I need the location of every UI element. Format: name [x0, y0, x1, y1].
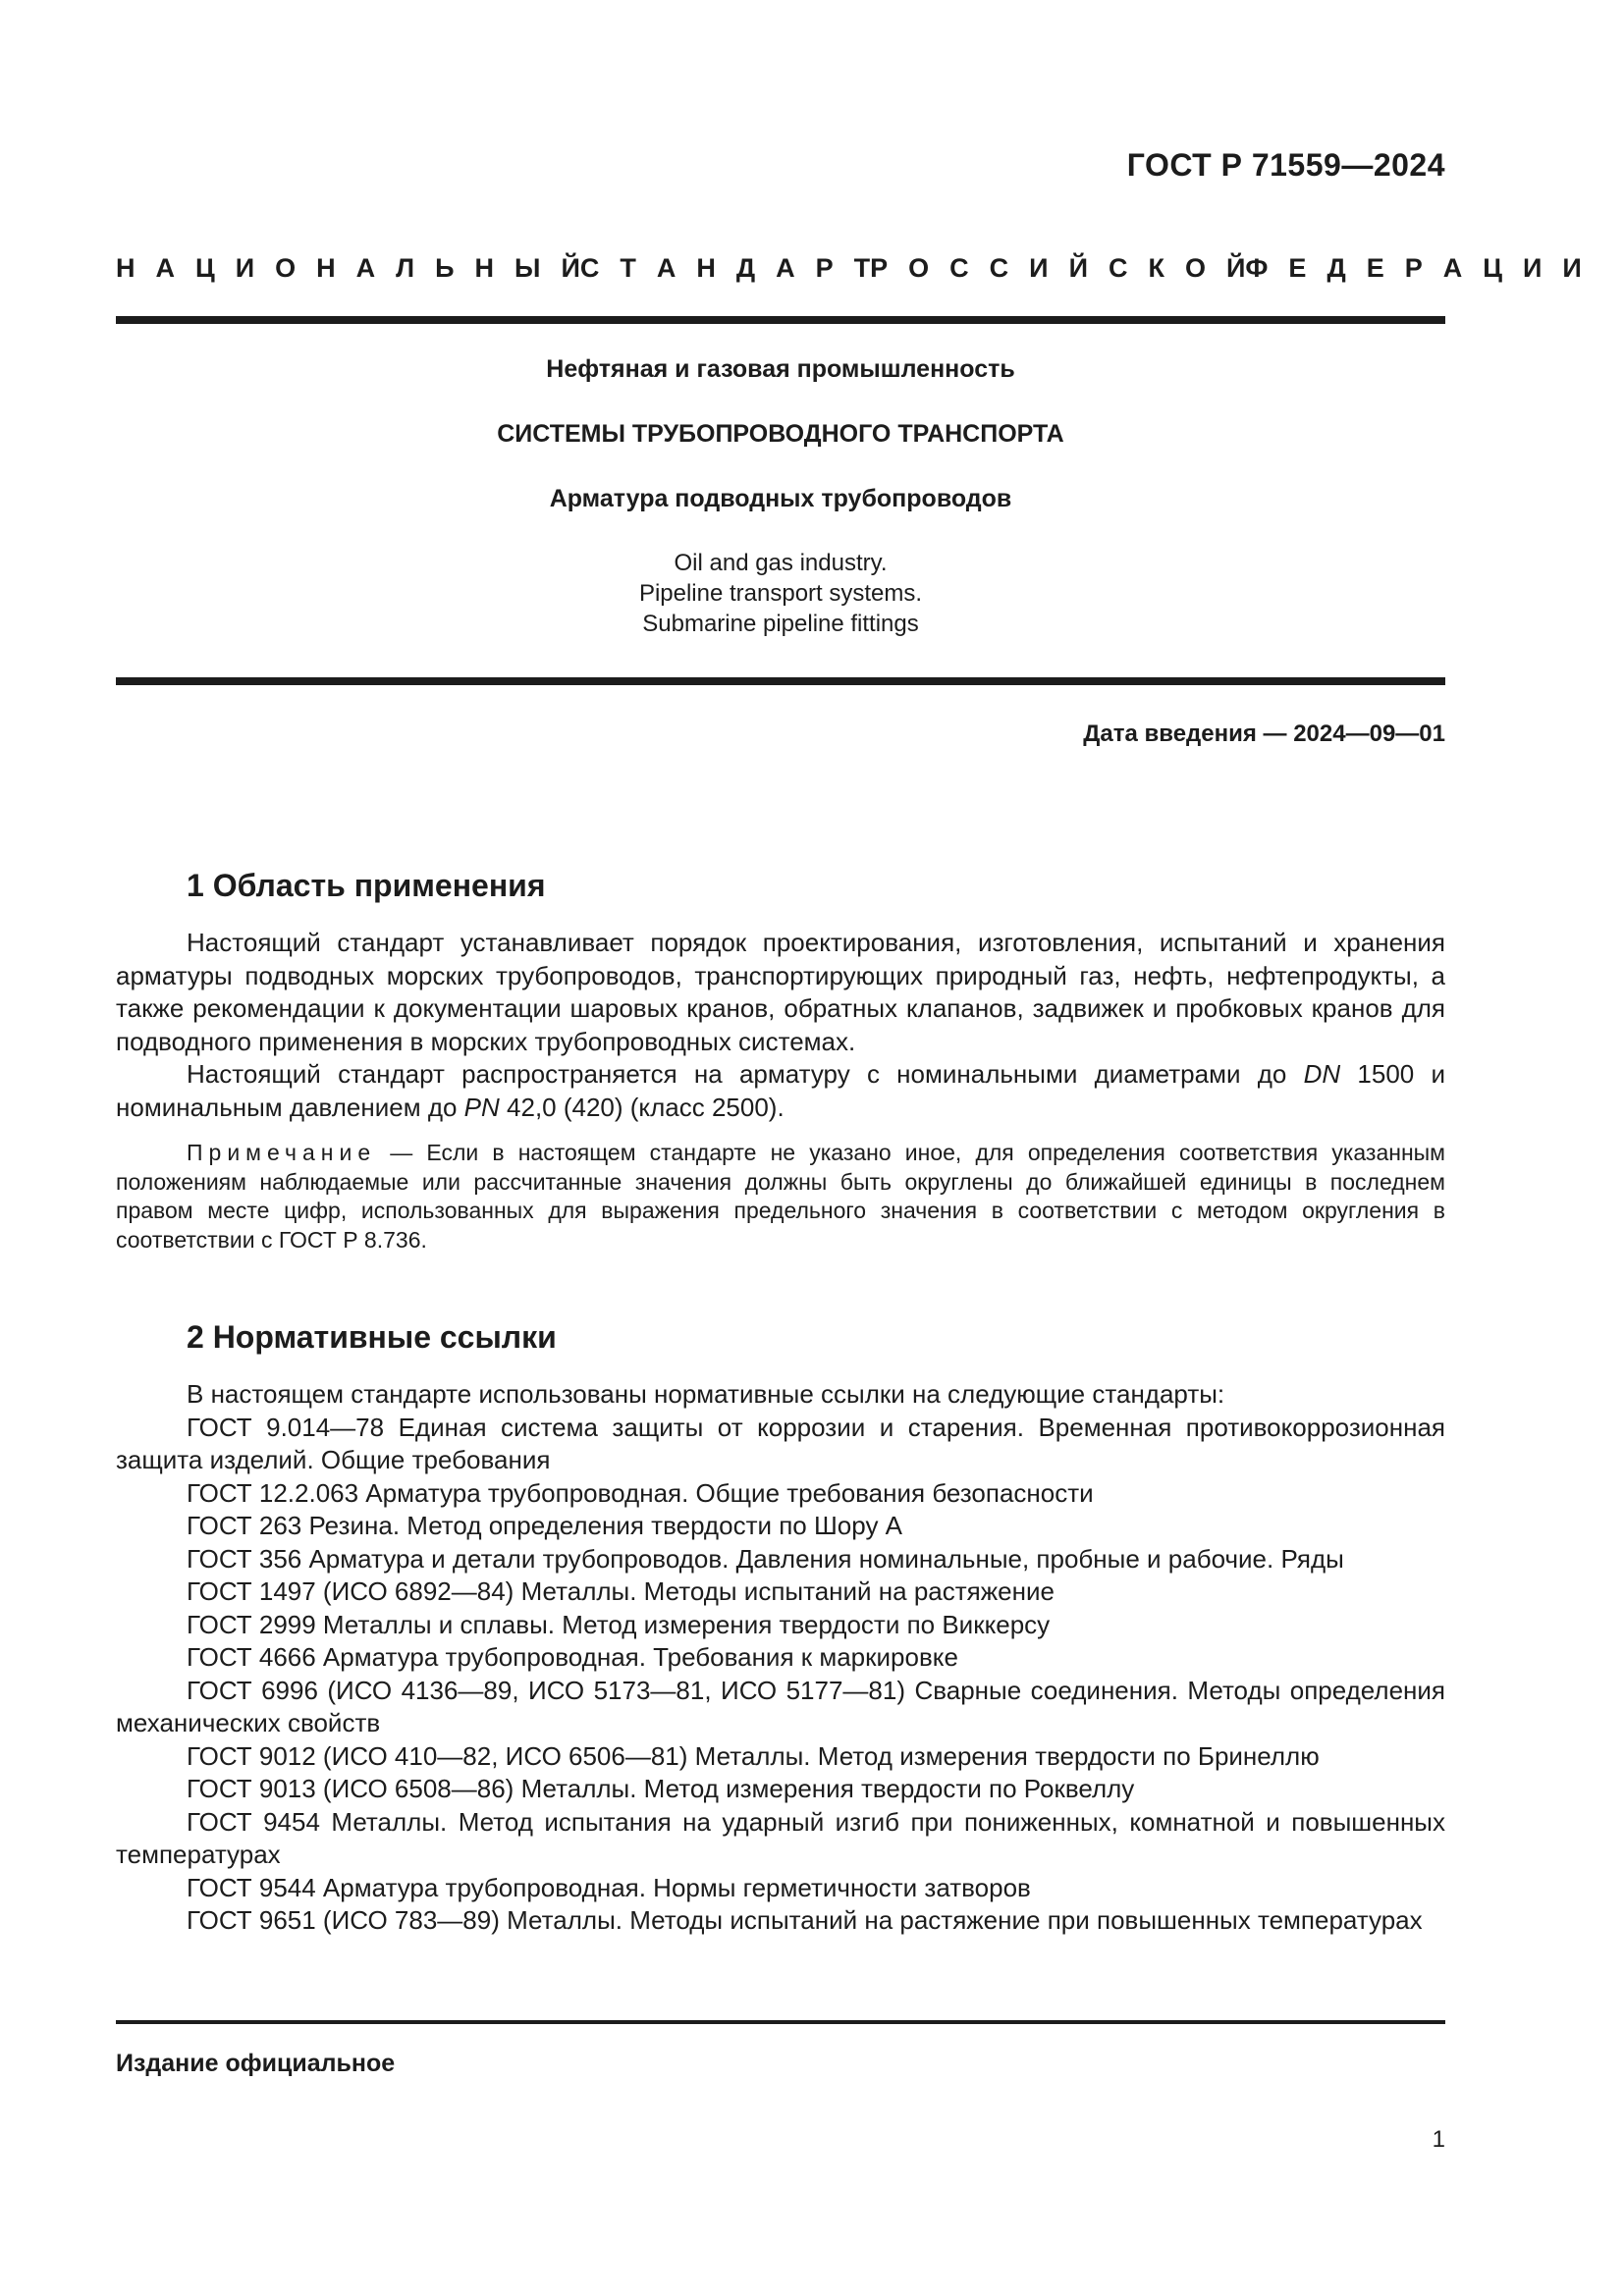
normative-references: [116, 1378, 1445, 1938]
reference-item: ГОСТ 9454 Металлы. Метод испытания на ударный изгиб при пониженных, комнатной и повышенных температурах: [116, 1806, 1445, 1869]
english-title-line: Oil and gas industry.: [674, 550, 888, 576]
edition-label: Издание официальное: [116, 2050, 396, 2077]
national-standard-word: Ф Е Д Е Р А Ц И И: [1245, 253, 1582, 283]
note-text: — Если в настоящем стандарте не указано иное, для определения соответствия указанным положениям наблюдаемые или рассчитанные значения должны быть округлены до ближайшей единицы в последнем правом месте цифр, использованных для выражения предельного значения в соответствии с методом округления в соответствии с ГОСТ Р 8.736.: [116, 1140, 1445, 1253]
reference-item: ГОСТ 9.014—78 Единая система защиты от коррозии и старения. Временная противокоррозионная защита изделий. Общие требования: [116, 1412, 1445, 1474]
industry-title: Нефтяная и газовая промышленность: [546, 355, 1015, 383]
dn-symbol: DN: [1303, 1059, 1341, 1089]
section-1-heading: 1 Область применения: [187, 868, 546, 903]
reference-list: [116, 1412, 1445, 1938]
english-title: [116, 548, 1445, 639]
references-intro: В настоящем стандарте использованы нормативные ссылки на следующие стандарты:: [187, 1379, 1225, 1409]
page-number: 1: [1432, 2126, 1445, 2153]
reference-item: ГОСТ 263 Резина. Метод определения твердости по Шору А: [187, 1511, 903, 1540]
header-divider: [116, 316, 1445, 324]
system-title: СИСТЕМЫ ТРУБОПРОВОДНОГО ТРАНСПОРТА: [497, 420, 1064, 448]
reference-item: ГОСТ 1497 (ИСО 6892—84) Металлы. Методы испытаний на растяжение: [187, 1576, 1055, 1606]
title-divider: [116, 677, 1445, 685]
national-standard-title: [116, 253, 1582, 284]
scope-text-part: 42,0 (420) (класс 2500).: [499, 1092, 785, 1122]
scope-text-part: 1500 и номинальным давлением до: [116, 1059, 1445, 1122]
scope-paragraph-1: Настоящий стандарт устанавливает порядок проектирования, изготовления, испытаний и хранения арматуры подводных морских трубопроводов, транспортирующих природный газ, нефть, нефтепродукты, а также рекомендации к документации шаровых кранов, обратных клапанов, задвижек и пробковых кранов для подводного применения в морских трубопроводных системах.: [116, 928, 1445, 1056]
note: [116, 1139, 1445, 1255]
national-standard-word: Р О С С И Й С К О Й: [870, 253, 1246, 283]
reference-item: ГОСТ 6996 (ИСО 4136—89, ИСО 5173—81, ИСО 5177—81) Сварные соединения. Методы определения механических свойств: [116, 1675, 1445, 1737]
section-2-heading: 2 Нормативные ссылки: [187, 1319, 557, 1355]
english-title-line: Submarine pipeline fittings: [642, 611, 919, 637]
scope-text-part: Настоящий стандарт распространяется на арматуру с номинальными диаметрами до: [187, 1059, 1304, 1089]
pn-symbol: PN: [463, 1092, 500, 1122]
scope-paragraph-2: [116, 1058, 1445, 1124]
scope-text: [116, 927, 1445, 1124]
national-standard-word: С Т А Н Д А Р Т: [579, 253, 871, 283]
reference-item: ГОСТ 9012 (ИСО 410—82, ИСО 6506—81) Металлы. Метод измерения твердости по Бринеллю: [187, 1740, 1320, 1771]
reference-item: ГОСТ 9013 (ИСО 6508—86) Металлы. Метод измерения твердости по Роквеллу: [187, 1774, 1135, 1803]
subject-title: Арматура подводных трубопроводов: [549, 485, 1012, 512]
note-label: Примечание: [187, 1140, 377, 1165]
introduction-date: Дата введения — 2024—09—01: [1083, 721, 1445, 747]
reference-item: ГОСТ 2999 Металлы и сплавы. Метод измерения твердости по Виккерсу: [187, 1609, 1051, 1639]
english-title-line: Pipeline transport systems.: [638, 580, 923, 607]
reference-item: ГОСТ 12.2.063 Арматура трубопроводная. Общие требования безопасности: [187, 1477, 1094, 1508]
national-standard-word: Н А Ц И О Н А Л Ь Н Ы Й: [116, 253, 580, 283]
footer-divider: [116, 2020, 1445, 2024]
document-number: ГОСТ Р 71559—2024: [1126, 147, 1445, 183]
reference-item: ГОСТ 4666 Арматура трубопроводная. Требования к маркировке: [187, 1642, 958, 1672]
reference-item: ГОСТ 9544 Арматура трубопроводная. Нормы герметичности затворов: [187, 1872, 1031, 1902]
reference-item: ГОСТ 356 Арматура и детали трубопроводов. Давления номинальные, пробные и рабочие. Ряды: [187, 1543, 1344, 1574]
reference-item: ГОСТ 9651 (ИСО 783—89) Металлы. Методы испытаний на растяжение при повышенных температурах: [187, 1905, 1423, 1935]
